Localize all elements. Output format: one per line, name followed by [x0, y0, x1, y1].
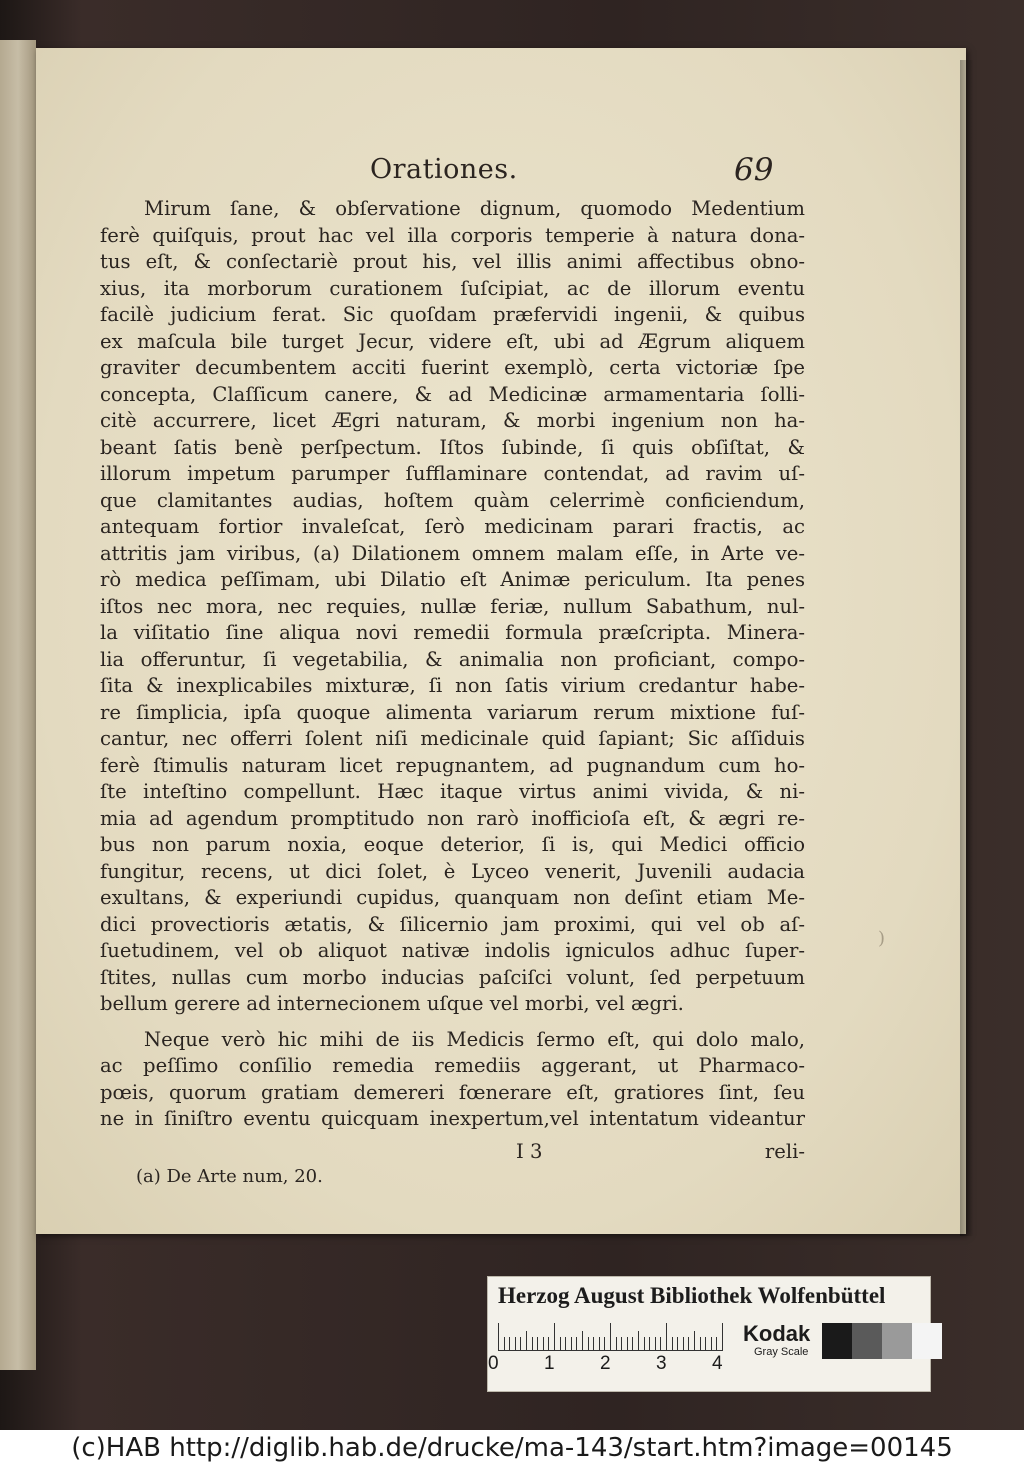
- text-line: concepta, Claſſicum canere, & ad Medicinæ armamentaria ſolli-: [100, 382, 805, 406]
- faint-paper-mark: ): [878, 928, 886, 949]
- ruler-tick: [722, 1323, 723, 1351]
- text-line: exultans, & experiundi cupidus, quanquam non deſint etiam Me-: [100, 886, 805, 909]
- paragraph-gap: [100, 1018, 805, 1027]
- text-line: illorum impetum parumper ſufflaminare contendat, ad ravim uſ-: [100, 462, 805, 485]
- text-line: que clamitantes audias, hoſtem quàm celerrimè conficiendum,: [100, 488, 805, 512]
- ruler-tick: [582, 1331, 583, 1351]
- scale-number: 3: [656, 1353, 667, 1374]
- ruler-tick: [649, 1337, 650, 1351]
- ruler-tick: [627, 1337, 628, 1351]
- ruler-tick: [716, 1337, 717, 1351]
- text-line: ne in ſiniſtro eventu quicquam inexpertum,vel intentatum videantur: [100, 1107, 805, 1130]
- text-line: ex maſcula bile turget Jecur, videre eſt, ubi ad Ægrum aliquem: [100, 329, 805, 353]
- ruler-tick: [644, 1337, 645, 1351]
- text-line: mia ad agendum promptitudo non rarò inofficioſa eſt, & ægri re-: [100, 806, 805, 830]
- kodak-brand: Kodak: [743, 1321, 811, 1346]
- text-line: antequam fortior invaleſcat, ſerò medicinam parari fractis, ac: [100, 515, 805, 538]
- scale-ruler: [498, 1321, 730, 1351]
- ruler-tick: [660, 1337, 661, 1351]
- page-number: 69: [734, 152, 774, 188]
- gray-swatch: [822, 1323, 852, 1359]
- book-page: [36, 48, 966, 1234]
- ruler-baseline: [498, 1350, 723, 1351]
- ruler-tick: [632, 1337, 633, 1351]
- ruler-tick: [604, 1337, 605, 1351]
- body-text: [100, 196, 805, 1133]
- text-line: la viſitatio ſine aliqua novi remedii formula præſcripta. Minera-: [100, 621, 805, 644]
- text-line: ſita & inexplicabiles mixturæ, ſi non ſatis virium credantur habe-: [100, 674, 805, 697]
- text-line: facilè judicium ferat. Sic quoſdam præfervidi ingenii, & quibus: [100, 303, 805, 326]
- ruler-tick: [565, 1337, 566, 1351]
- ruler-tick: [554, 1323, 555, 1351]
- ruler-tick: [543, 1337, 544, 1351]
- gray-swatch: [882, 1323, 912, 1359]
- text-line: beant ſatis benè perſpectum. Iſtos ſubinde, ſi quis obſiſtat, &: [100, 435, 805, 459]
- page-shadow: [960, 60, 974, 1236]
- ruler-tick: [694, 1331, 695, 1351]
- text-line: cantur, nec offerri ſolent niſi medicinale quid ſapiant; Sic aſſiduis: [100, 727, 805, 750]
- ruler-tick: [616, 1337, 617, 1351]
- gray-swatch: [912, 1323, 942, 1359]
- text-line: iſtos nec mora, nec requies, nullæ feriæ, nullum Sabathum, nul-: [100, 594, 805, 618]
- scale-number: 2: [600, 1353, 611, 1374]
- ruler-tick: [532, 1337, 533, 1351]
- library-color-chart-label: [487, 1276, 931, 1392]
- text-line: ferè quiſquis, prout hac vel illa corporis temperie à natura dona-: [100, 223, 805, 247]
- text-line: graviter decumbentem acciti fuerint exemplò, certa victoriæ ſpe: [100, 356, 805, 379]
- ruler-tick: [520, 1337, 521, 1351]
- text-line: ferè ſtimulis naturam licet repugnantem, ad pugnandum cum ho-: [100, 753, 805, 777]
- text-line: re ſimplicia, ipſa quoque alimenta variarum rerum mixtione fuſ-: [100, 700, 805, 724]
- text-line: Neque verò hic mihi de iis Medicis ſermo eſt, qui dolo malo,: [144, 1027, 805, 1051]
- ruler-tick: [515, 1337, 516, 1351]
- text-line: fungitur, recens, ut dici ſolet, è Lyceo venerit, Juvenili audacia: [100, 859, 805, 883]
- footer-url: (c)HAB http://diglib.hab.de/drucke/ma-143/start.htm?image=00145: [71, 1433, 953, 1463]
- text-line: dici provectioris ætatis, & ſilicernio jam proximi, qui vel ob aſ-: [100, 912, 805, 936]
- text-line: ſtites, nullas cum morbo inducias paſciſci volunt, ſed perpetuum: [100, 965, 805, 989]
- text-line: xius, ita morborum curationem ſuſcipiat, ac de illorum eventu: [100, 276, 805, 300]
- ruler-tick: [700, 1337, 701, 1351]
- ruler-tick: [576, 1337, 577, 1351]
- ruler-tick: [683, 1337, 684, 1351]
- ruler-tick: [548, 1337, 549, 1351]
- library-name: Herzog August Bibliothek Wolfenbüttel: [498, 1283, 886, 1308]
- previous-page-edge: [0, 40, 36, 1370]
- text-line: Mirum ſane, & obſervatione dignum, quomodo Medentium: [144, 197, 805, 220]
- text-line: rò medica peſſimam, ubi Dilatio eſt Animæ periculum. Ita penes: [100, 568, 805, 591]
- ruler-tick: [672, 1337, 673, 1351]
- ruler-tick: [638, 1331, 639, 1351]
- ruler-tick: [588, 1337, 589, 1351]
- ruler-tick: [711, 1337, 712, 1351]
- ruler-tick: [610, 1323, 611, 1351]
- signature-mark: I 3: [516, 1140, 543, 1163]
- ruler-tick: [498, 1323, 499, 1351]
- text-line: bus non parum noxia, eoque deterior, ſi is, qui Medici officio: [100, 833, 805, 856]
- ruler-tick: [537, 1337, 538, 1351]
- scale-number: 0: [488, 1353, 499, 1374]
- text-line: citè accurrere, licet Ægri naturam, & morbi ingenium non ha-: [100, 409, 805, 432]
- text-line: ſte inteſtino compellunt. Hæc itaque virtus animi vivida, & ni-: [100, 780, 805, 803]
- ruler-tick: [599, 1337, 600, 1351]
- text-line: pœis, quorum gratiam demereri fœnerare eſt, gratiores ſint, ſeu: [100, 1080, 805, 1104]
- ruler-tick: [509, 1337, 510, 1351]
- ruler-tick: [504, 1337, 505, 1351]
- gray-swatch: [852, 1323, 882, 1359]
- ruler-tick: [705, 1337, 706, 1351]
- scale-number: 1: [544, 1353, 555, 1374]
- ruler-tick: [526, 1331, 527, 1351]
- running-head: Orationes.: [370, 154, 518, 185]
- paragraph: [100, 1027, 805, 1133]
- paragraph: [100, 196, 805, 1018]
- ruler-tick: [560, 1337, 561, 1351]
- signature-row: [100, 1140, 805, 1168]
- text-line: lia offeruntur, ſi vegetabilia, & animalia non proficiant, compo-: [100, 647, 805, 671]
- scale-numbers: [488, 1353, 748, 1377]
- text-line: ac peſſimo conſilio remedia remediis aggerant, ut Pharmaco-: [100, 1054, 805, 1077]
- gray-scale-label: Gray Scale: [754, 1346, 809, 1358]
- ruler-tick: [571, 1337, 572, 1351]
- text-line: ſuetudinem, vel ob aliquot nativæ indolis igniculos adhuc ſuper-: [100, 939, 805, 962]
- ruler-tick: [655, 1337, 656, 1351]
- text-line: attritis jam viribus, (a) Dilationem omnem malam eſſe, in Arte ve-: [100, 541, 805, 565]
- ruler-tick: [666, 1323, 667, 1351]
- footer-bar: [0, 1430, 1024, 1470]
- ruler-tick: [621, 1337, 622, 1351]
- ruler-tick: [688, 1337, 689, 1351]
- text-line: bellum gerere ad internecionem uſque vel morbi, vel ægri.: [100, 992, 684, 1015]
- scale-number: 4: [712, 1353, 723, 1374]
- footnote: (a) De Arte num, 20.: [136, 1166, 323, 1187]
- ruler-tick: [677, 1337, 678, 1351]
- text-line: tus eſt, & conſectariè prout his, vel illis animi affectibus obno-: [100, 250, 805, 273]
- ruler-tick: [593, 1337, 594, 1351]
- catchword: reli-: [764, 1140, 805, 1163]
- page-header: [36, 152, 966, 202]
